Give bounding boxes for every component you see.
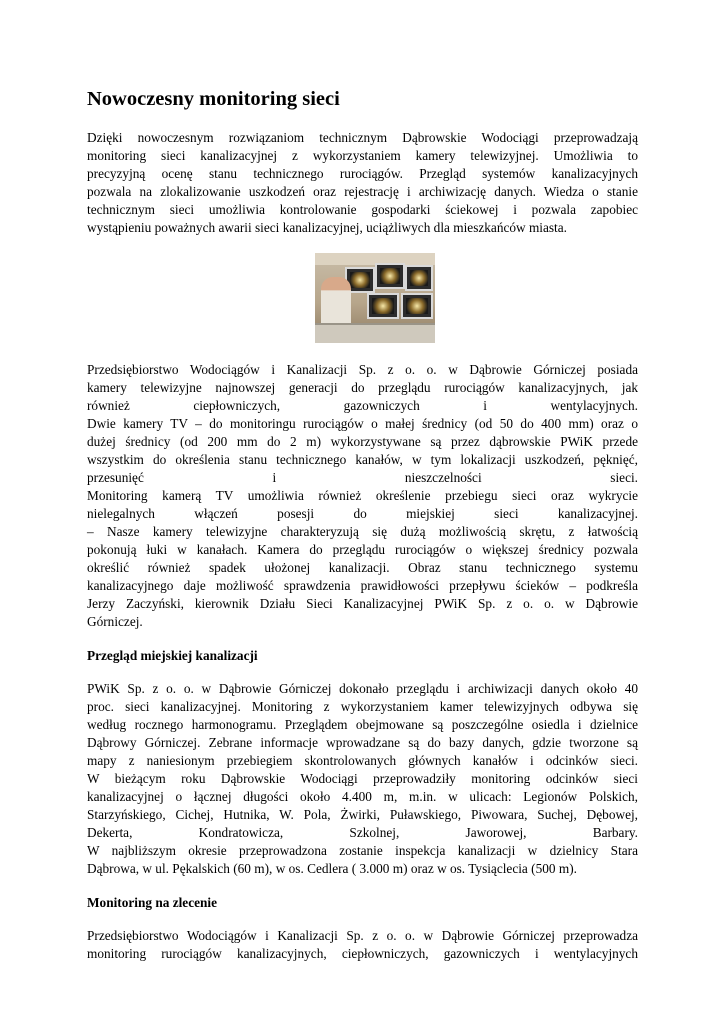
intro-paragraph <box>87 129 638 237</box>
text-line: kanalizacyjnego daje możliwość sprawdzenia prawidłowości przepływu ścieków – podkreśla <box>87 578 638 593</box>
text-line: kamery telewizyjne najnowszej generacji do przeglądu rurociągów kanalizacyjnych, jak <box>87 380 638 395</box>
text-line: technicznym sieci umożliwia kontrolowanie gospodarki ściekowej i pozwala zapobiec <box>87 202 638 217</box>
text-line: W najbliższym okresie przeprowadzona zostanie inspekcja kanalizacji w dzielnicy Stara <box>87 843 638 858</box>
document-page <box>87 86 638 979</box>
text-line: precyzyjną ocenę stanu technicznego rurociągów. Przegląd systemów kanalizacyjnych <box>87 166 638 181</box>
text-line: określić również spadek ułożonej kanalizacji. Obraz stanu technicznego systemu <box>87 560 638 575</box>
text-line: Monitoring kamerą TV umożliwia również określenie przebiegu sieci oraz wykrycie <box>87 488 638 503</box>
section2-paragraph <box>87 680 638 878</box>
text-line: – Nasze kamery telewizyjne charakteryzują się dużą możliwością skrętu, z łatwością <box>87 524 638 539</box>
text-line: dużej średnicy (od 200 mm do 2 m) wykorzystywane są przez dąbrowskie PWiK przede <box>87 434 638 449</box>
text-line: pozwala na zlokalizowanie uszkodzeń oraz rejestrację i archiwizację danych. Wiedza o stanie <box>87 184 638 199</box>
text-line: nielegalnych włączeń posesji do miejskiej sieci kanalizacyjnej. <box>87 506 638 521</box>
text-line: Dąbrowa, w ul. Pękalskich (60 m), w os. Cedlera ( 3.000 m) oraz w os. Tysiąclecia (500 m). <box>87 861 577 876</box>
text-line: monitoring rurociągów kanalizacyjnych, ciepłowniczych, gazowniczych i wentylacyjnych <box>87 946 638 961</box>
photo-monitor-5 <box>401 293 433 319</box>
text-line: Przedsiębiorstwo Wodociągów i Kanalizacji Sp. z o. o. w Dąbrowie Górniczej przeprowadza <box>87 928 638 943</box>
text-line: Dzięki nowoczesnym rozwiązaniom technicznym Dąbrowskie Wodociągi przeprowadzają <box>87 130 638 145</box>
section3-paragraph <box>87 927 638 963</box>
text-line: kanalizacyjnej o łącznej długości około 4.400 m, m.in. w ulicach: Legionów Polskich, <box>87 789 638 804</box>
text-line: Dekerta, Kondratowicza, Szkolnej, Jaworowej, Barbary. <box>87 825 638 840</box>
photo-monitor-4 <box>367 293 399 319</box>
photo-monitor-3 <box>405 265 433 291</box>
page-title: Nowoczesny monitoring sieci <box>87 88 340 110</box>
text-line: Przedsiębiorstwo Wodociągów i Kanalizacji Sp. z o. o. w Dąbrowie Górniczej posiada <box>87 362 638 377</box>
section-heading: Monitoring na zlecenie <box>87 895 217 910</box>
text-line: mapy z naniesionym przebiegiem skontrolowanych głównych kanałów i odcinków sieci. <box>87 753 638 768</box>
text-line: monitoring sieci kanalizacyjnej z wykorzystaniem kamery telewizyjnej. Umożliwia to <box>87 148 638 163</box>
text-line: przesunięć i nieszczelności sieci. <box>87 470 638 485</box>
text-line: według rocznego harmonogramu. Przeglądem obejmowane są poszczególne osiedla i dzielnice <box>87 717 638 732</box>
text-line: pokonują łuki w kanałach. Kamera do przeglądu rurociągów o większej średnicy pozwala <box>87 542 638 557</box>
monitoring-room-photo <box>315 253 435 343</box>
photo-monitor-2 <box>375 263 405 289</box>
text-line: również ciepłowniczych, gazowniczych i wentylacyjnych. <box>87 398 638 413</box>
text-line: W bieżącym roku Dąbrowskie Wodociągi przeprowadziły monitoring odcinków sieci <box>87 771 638 786</box>
text-line: wszystkim do określenia stanu technicznego kanałów, w tym lokalizacji uszkodzeń, pęknięć, <box>87 452 638 467</box>
photo-console-desk <box>315 323 435 343</box>
text-line: Dąbrowy Górniczej. Zebrane informacje wprowadzane są do bazy danych, gdzie tworzone są <box>87 735 638 750</box>
text-line: Dwie kamery TV – do monitoringu rurociągów o małej średnicy (od 50 do 400 mm) oraz o <box>87 416 638 431</box>
text-line: PWiK Sp. z o. o. w Dąbrowie Górniczej dokonało przeglądu i archiwizacji danych około 40 <box>87 681 638 696</box>
text-line: Górniczej. <box>87 614 143 629</box>
section1-paragraph <box>87 361 638 631</box>
text-line: Jerzy Zaczyński, kierownik Działu Sieci Kanalizacyjnej PWiK Sp. z o. o. w Dąbrowie <box>87 596 638 611</box>
text-line: Starzyńskiego, Cichej, Hutnika, W. Pola, Żwirki, Puławskiego, Piwowara, Suchej, Dębowej, <box>87 807 638 822</box>
section-heading: Przegląd miejskiej kanalizacji <box>87 648 258 663</box>
text-line: wystąpieniu poważnych awarii sieci kanalizacyjnej, uciążliwych dla mieszkańców miasta. <box>87 220 567 235</box>
text-line: proc. sieci kanalizacyjnej. Monitoring z wykorzystaniem kamer telewizyjnych odbywa się <box>87 699 638 714</box>
